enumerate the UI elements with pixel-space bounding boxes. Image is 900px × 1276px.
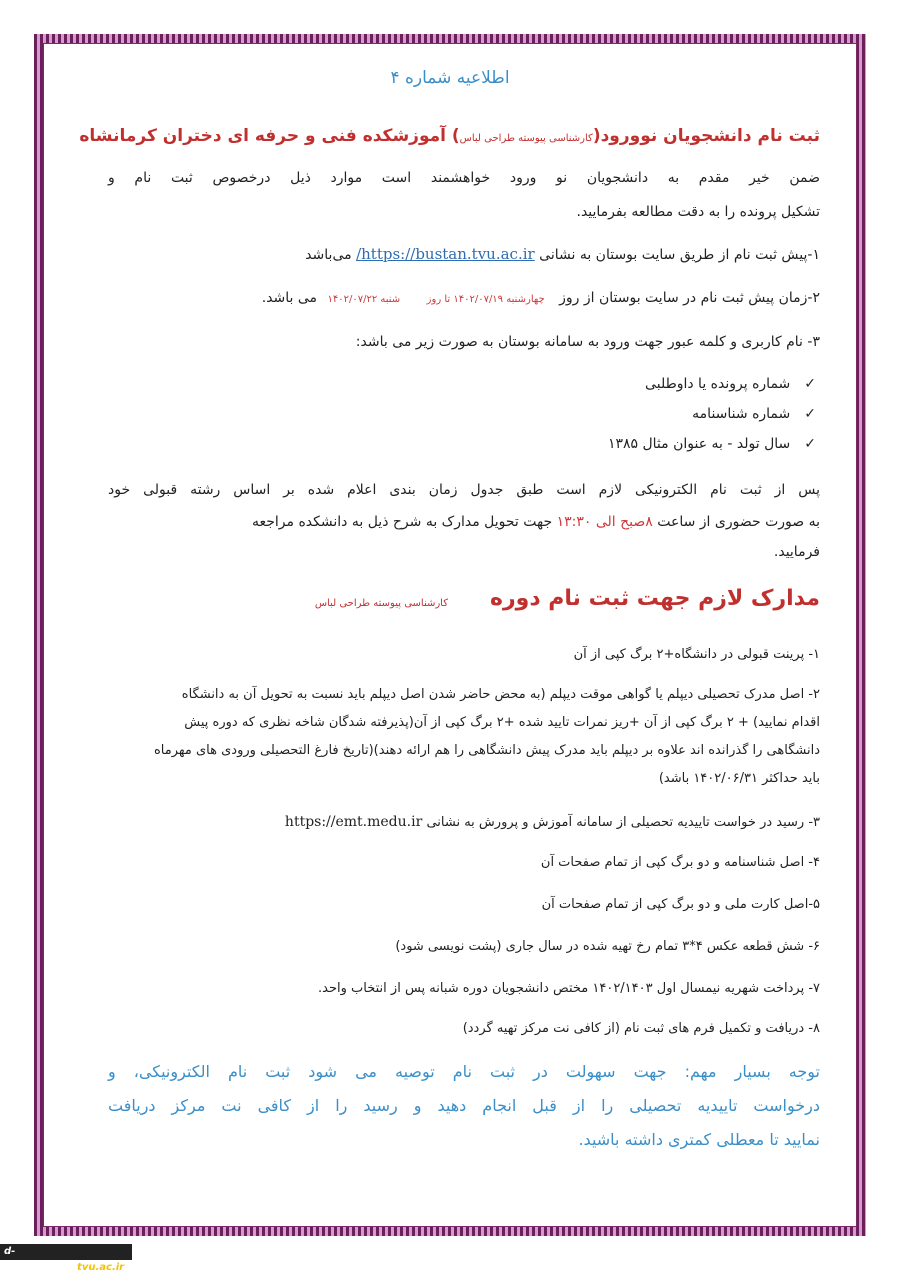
after-para-line1: پس از ثبت نام الکترونیکی لازم است طبق جدول زمان بندی اعلام شده بر اساس رشته قبولی خود <box>108 482 820 498</box>
important-line2: درخواست تاییدیه تحصیلی را از قبل انجام دهید و رسید را از کافی نت مرکز دریافت <box>108 1096 820 1115</box>
doc-item-5: ۵-اصل کارت ملی و دو برگ کپی از تمام صفحات آن <box>541 897 820 912</box>
important-line3: نمایید تا معطلی کمتری داشته باشید. <box>578 1130 820 1149</box>
doc-item-2-line4: باید حداکثر ۱۴۰۲/۰۶/۳۱ باشد) <box>658 771 820 786</box>
bustan-link[interactable]: https://bustan.tvu.ac.ir/ <box>356 245 535 263</box>
item-1: ۱-پیش ثبت نام از طریق سایت بوستان به نشانی https://bustan.tvu.ac.ir/ می‌باشد <box>305 245 820 263</box>
doc-item-2-line3: دانشگاهی را گذرانده اند علاوه بر دیپلم باید مدرک پیش دانشگاهی را هم ارائه دهند)(تاریخ فارغ التحصیلی ورودی های مهرماه <box>154 743 820 758</box>
doc-item-3: ۳- رسید در خواست تاییدیه تحصیلی از سامانه آموزش و پرورش به نشانی https://emt.medu.ir <box>284 814 820 830</box>
check-icon: ✓ <box>804 376 816 392</box>
doc-item-6: ۶- شش قطعه عکس ۴*۳ تمام رخ تهیه شده در سال جاری (پشت نویسی شود) <box>395 939 820 954</box>
doc-item-8: ۸- دریافت و تکمیل فرم های ثبت نام (از کافی نت مرکز تهیه گردد) <box>462 1021 820 1036</box>
doc-item-2-line1: ۲- اصل مدرک تحصیلی دیپلم یا گواهی موقت دیپلم (به محض حاضر شدن اصل دیپلم باید نسبت به تحویل آن به دانشگاه <box>181 687 820 702</box>
credential-item: ✓شماره پرونده یا داوطلبی <box>645 376 816 392</box>
office-hours: ۸صبح الی ۱۳:۳۰ <box>556 514 653 530</box>
intro-line2: تشکیل پرونده را به دقت مطالعه بفرمایید. <box>576 204 820 220</box>
doc-item-2-line2: اقدام نمایید) + ۲ برگ کپی از آن +ریز نمرات تایید شده +۲ برگ کپی از آن(پذیرفته شدگان شاخه نظری که دوره پیش <box>184 715 820 730</box>
after-para-line2: به صورت حضوری از ساعت ۸صبح الی ۱۳:۳۰ جهت تحویل مدارک به شرح ذیل به دانشکده مراجعه <box>251 514 820 530</box>
date-from: چهارشنبه ۱۴۰۲/۰۷/۱۹ تا روز <box>426 294 545 305</box>
date-to: شنبه ۱۴۰۲/۰۷/۲۲ <box>327 294 401 305</box>
notice-title: اطلاعیه شماره ۴ <box>390 68 510 88</box>
item-2: ۲-زمان پیش ثبت نام در سایت بوستان از روز چهارشنبه ۱۴۰۲/۰۷/۱۹ تا روز شنبه ۱۴۰۲/۰۷/۲۲ می باشد. <box>261 290 820 306</box>
check-icon: ✓ <box>804 436 816 452</box>
doc-item-4: ۴- اصل شناسنامه و دو برگ کپی از تمام صفحات آن <box>540 855 820 870</box>
emt-link[interactable]: https://emt.medu.ir <box>284 814 423 830</box>
program-name: کارشناسی پیوسته طراحی لباس <box>459 133 593 144</box>
headline: ثبت نام دانشجویان نوورود(کارشناسی پیوسته طراحی لباس) آموزشکده فنی و حرفه ای دختران کرمانشاه <box>79 126 820 146</box>
site-footer: d-kermanshah.tvu.ac.ir <box>0 1244 132 1260</box>
doc-item-7: ۷- پرداخت شهریه نیمسال اول ۱۴۰۲/۱۴۰۳ مختص دانشجویان دوره شبانه پس از انتخاب واحد. <box>318 981 820 996</box>
important-line1: توجه بسیار مهم: جهت سهولت در ثبت نام توصیه می شود ثبت نام الکترونیکی، و <box>108 1062 820 1081</box>
after-para-line3: فرمایید. <box>773 544 820 560</box>
doc-item-1: ۱- پرینت قبولی در دانشگاه+۲ برگ کپی از آن <box>573 647 820 662</box>
docs-title: مدارک لازم جهت ثبت نام دوره <box>490 586 820 611</box>
docs-subtitle: کارشناسی پیوسته طراحی لباس <box>314 598 448 609</box>
item-3: ۳- نام کاربری و کلمه عبور جهت ورود به سامانه بوستان به صورت زیر می باشد: <box>355 334 820 350</box>
credential-item: ✓سال تولد - به عنوان مثال ۱۳۸۵ <box>607 436 816 452</box>
credential-item: ✓شماره شناسنامه <box>692 406 816 422</box>
check-icon: ✓ <box>804 406 816 422</box>
intro-line1: ضمن خیر مقدم به دانشجویان نو ورود خواهشمند است موارد ذیل درخصوص ثبت نام و <box>108 170 820 186</box>
